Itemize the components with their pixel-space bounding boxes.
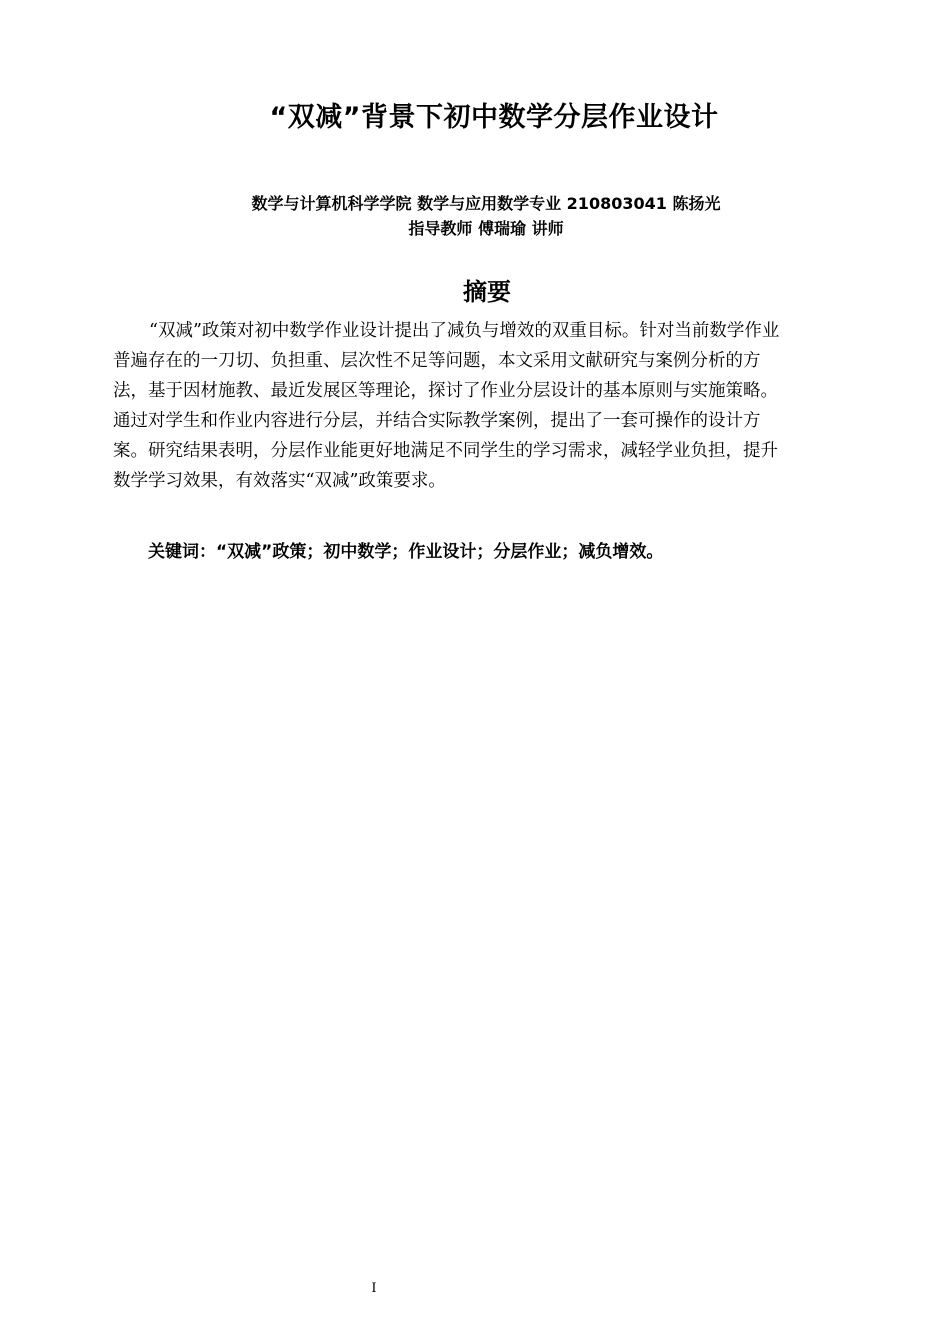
page-number: I	[371, 1281, 377, 1296]
abstract-line: “双减”政策对初中数学作业设计提出了减负与增效的双重目标。针对当前数学作业	[149, 321, 780, 341]
abstract-heading: 摘要	[463, 278, 511, 306]
abstract-line: 数学学习效果，有效落实“双减”政策要求。	[113, 471, 446, 491]
paper-title: “双减”背景下初中数学分层作业设计	[269, 102, 719, 133]
advisor-info: 指导教师 傅瑞瑜 讲师	[408, 219, 564, 238]
author-info: 数学与计算机科学学院 数学与应用数学专业 210803041 陈扬光	[251, 194, 721, 213]
abstract-body	[113, 316, 873, 496]
abstract-line: 法，基于因材施教、最近发展区等理论，探讨了作业分层设计的基本原则与实施策略。	[113, 381, 778, 401]
abstract-line: 案。研究结果表明，分层作业能更好地满足不同学生的学习需求，减轻学业负担，提升	[113, 441, 778, 461]
abstract-line: 通过对学生和作业内容进行分层，并结合实际教学案例，提出了一套可操作的设计方	[113, 411, 761, 431]
abstract-line: 普遍存在的一刀切、负担重、层次性不足等问题，本文采用文献研究与案例分析的方	[113, 351, 761, 371]
keywords: 关键词：“双减”政策；初中数学；作业设计；分层作业；减负增效。	[148, 542, 664, 562]
